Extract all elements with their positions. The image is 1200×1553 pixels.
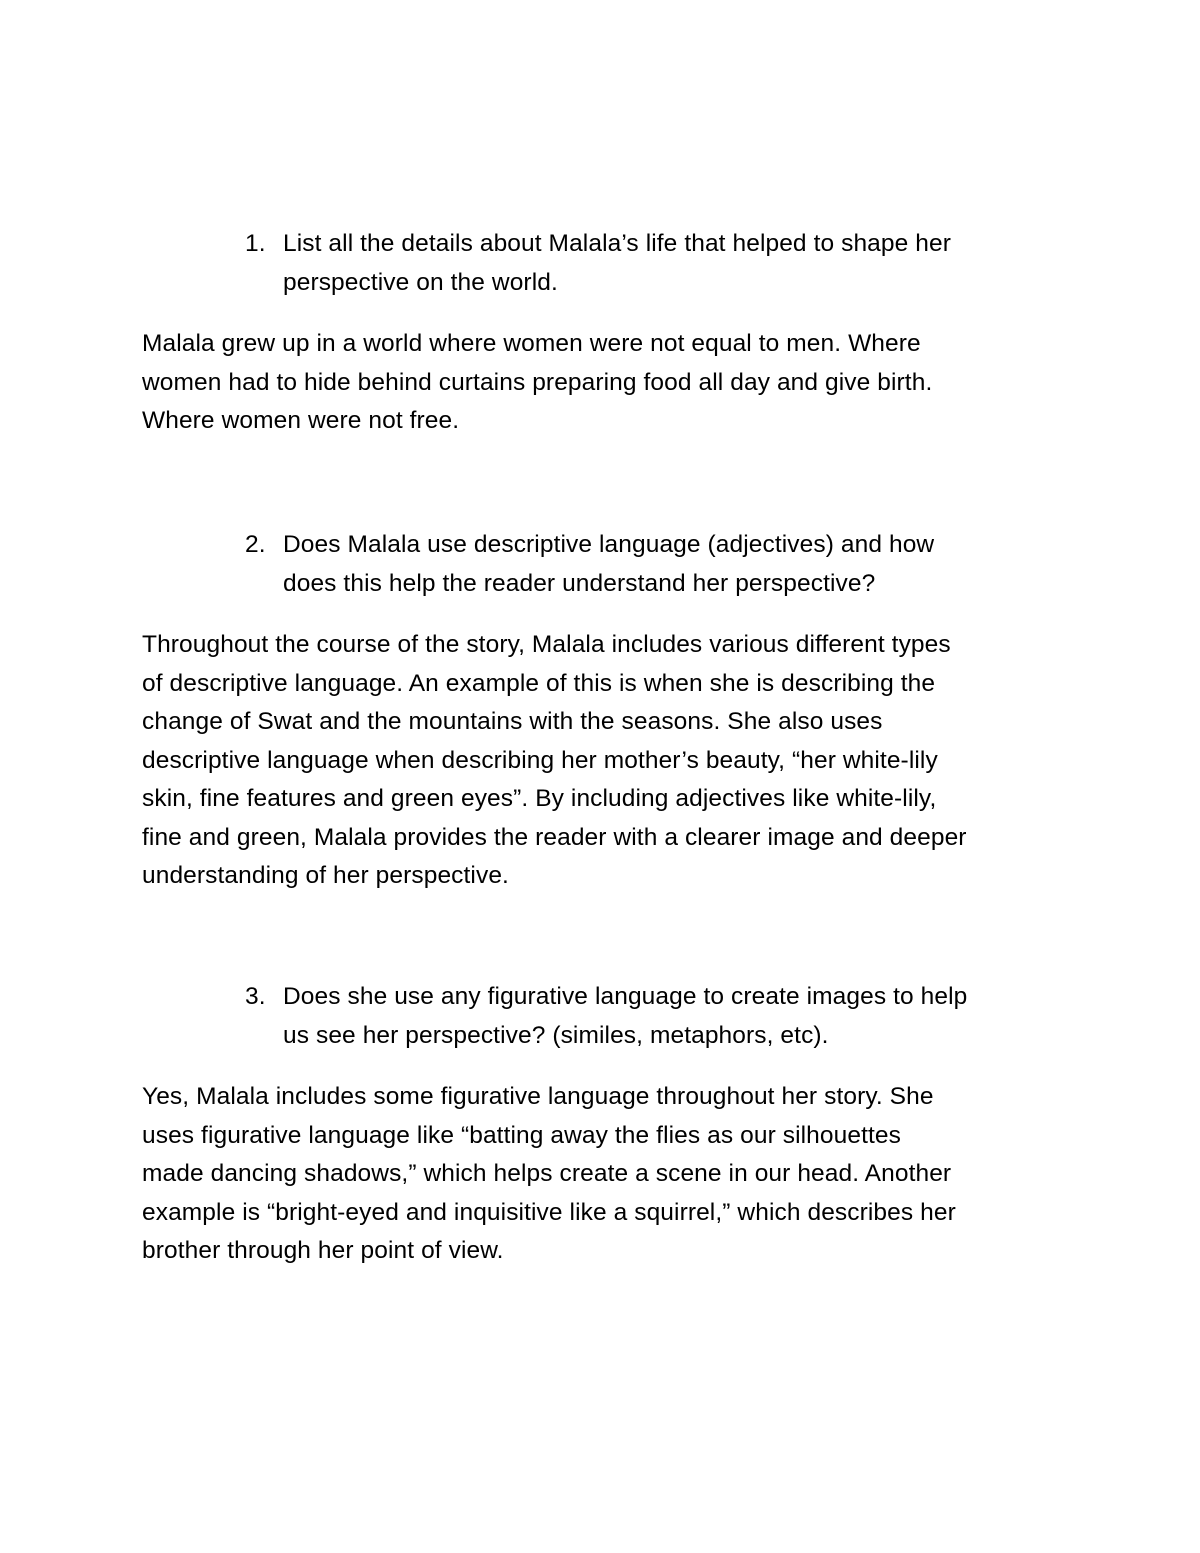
question-number: 1. [245,230,266,257]
question-2 [245,526,1063,603]
answer-line: change of Swat and the mountains with the seasons. She also uses [142,708,883,735]
question-number: 3. [245,983,266,1010]
question-block-3 [0,978,1200,1271]
answer-line: skin, fine features and green eyes”. By including adjectives like white-lily, [142,785,937,812]
question-block-1 [0,225,1200,441]
question-line: us see her perspective? (similes, metaphors, etc). [283,1021,829,1049]
answer-line: Where women were not free. [142,407,460,434]
question-line: perspective on the world. [283,268,558,296]
question-line: List all the details about Malala’s life that helped to shape her [283,230,951,257]
answer-line: Yes, Malala includes some figurative language throughout her story. She [142,1083,934,1110]
answer-line: brother through her point of view. [142,1237,504,1264]
answer-line: women had to hide behind curtains preparing food all day and give birth. [142,368,933,396]
answer-line: fine and green, Malala provides the reader with a clearer image and deeper [142,823,967,851]
question-line: Does she use any figurative language to create images to help [283,983,968,1010]
answer-2 [142,626,1082,896]
question-line: does this help the reader understand her perspective? [283,569,876,597]
answer-line: example is “bright-eyed and inquisitive like a squirrel,” which describes her [142,1198,956,1226]
question-line: Does Malala use descriptive language (adjectives) and how [283,531,935,558]
answer-1 [142,325,1082,441]
question-1 [245,225,1063,302]
answer-line: of descriptive language. An example of this is when she is describing the [142,669,936,697]
question-block-2 [0,526,1200,896]
answer-line: understanding of her perspective. [142,862,509,889]
question-3 [245,978,1063,1055]
answer-line: made dancing shadows,” which helps create a scene in our head. Another [142,1160,952,1187]
answer-line: Malala grew up in a world where women were not equal to men. Where [142,330,921,357]
answer-line: descriptive language when describing her mother’s beauty, “her white-lily [142,746,938,774]
answer-line: Throughout the course of the story, Malala includes various different types [142,631,951,658]
answer-line: uses figurative language like “batting away the flies as our silhouettes [142,1121,901,1149]
answer-3 [142,1078,1082,1271]
question-number: 2. [245,531,266,558]
